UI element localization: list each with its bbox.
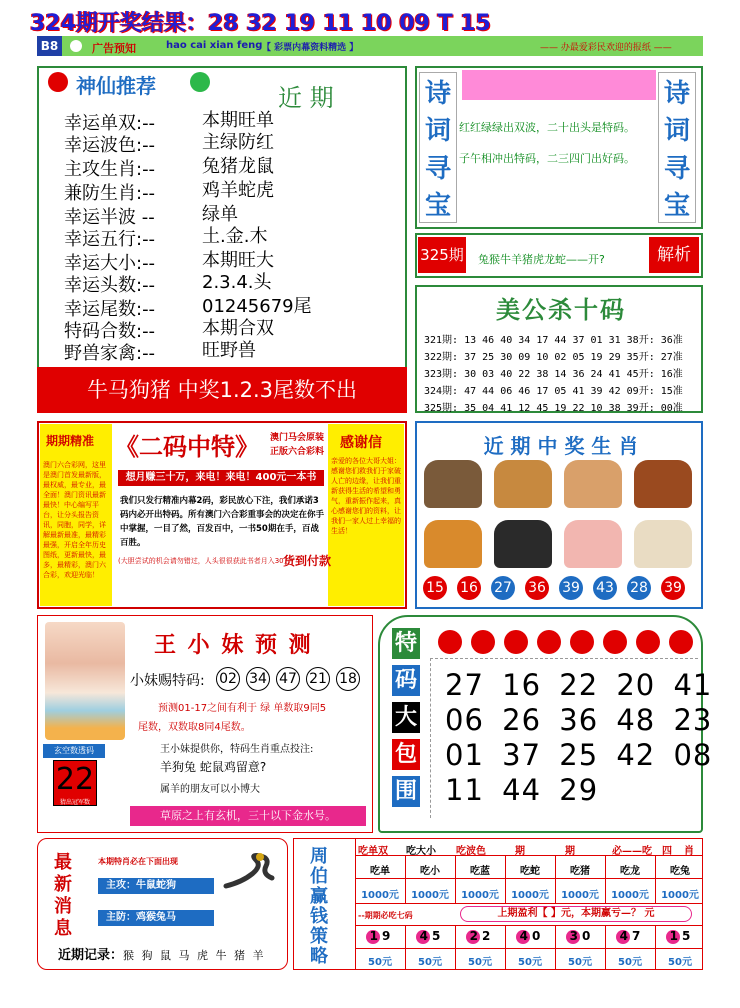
- strategy-header: 吃大小: [406, 846, 436, 857]
- ad-right-text: 亲爱的各位大哥大姐：感谢您们救我们于家破人亡的边缘，让我们重新获得生活的希望和勇气，重新振作起来，真心感谢您们的资料，让我们一家人过上幸福的生活！: [331, 457, 401, 535]
- news-record: 近期记录：猴 狗 鼠 马 虎 牛 猪 羊: [58, 948, 266, 963]
- strategy-num: 30: [569, 929, 595, 943]
- zodiac-ball: 28: [627, 576, 651, 600]
- wang-title: 王 小 妹 预 测: [154, 633, 313, 658]
- strategy-small-amount: 50元: [368, 957, 392, 968]
- animal-icon: [564, 520, 622, 568]
- zodiac-ball: 43: [593, 576, 617, 600]
- strategy-bet: 吃兔: [670, 866, 690, 877]
- tema-char: 包: [392, 739, 420, 770]
- record-label: 近期记录: [58, 948, 111, 963]
- poem-char: 寻: [424, 153, 451, 184]
- grid-line: [355, 878, 703, 879]
- explain-button[interactable]: 解析: [649, 237, 699, 273]
- kill-row: 322期: 37 25 30 09 10 02 05 19 29 35开: 27准: [424, 352, 683, 363]
- poem-char: 词: [424, 116, 451, 147]
- red-ball-icon: [537, 630, 561, 654]
- shenxian-row: [64, 225, 155, 251]
- animal-icon: [494, 460, 552, 508]
- strategy-bet: 吃龙: [620, 866, 640, 877]
- shenxian-row: [64, 271, 155, 297]
- strategy-note-right: 上期盈利【 】元，本期赢亏—？ 元: [460, 906, 692, 922]
- poem-char: 宝: [424, 190, 451, 221]
- strategy-title-char: 周: [310, 846, 328, 867]
- strategy-bet: 吃蛇: [520, 866, 540, 877]
- animal-icon: [634, 460, 692, 508]
- strip-right: —— 办最爱彩民欢迎的报纸 ——: [540, 43, 672, 53]
- strategy-small-amount: 50元: [568, 957, 592, 968]
- lucky-number: 21: [306, 667, 330, 691]
- poem-char: 寻: [663, 153, 690, 184]
- strategy-note-left: --期期必吃七码: [358, 911, 413, 920]
- strategy-header: 四: [662, 846, 672, 857]
- kill-row: 324期: 47 44 06 46 17 05 41 39 42 09开: 15准: [424, 386, 683, 397]
- animal-icon: [424, 460, 482, 508]
- strategy-bet: 吃蓝: [470, 866, 490, 877]
- strategy-bet: 吃猪: [570, 866, 590, 877]
- tema-row: 06 26 36 48 23: [445, 703, 713, 737]
- tema-char: 大: [392, 702, 420, 733]
- poem-side-right: [658, 72, 696, 223]
- row-value: 兔猪龙鼠: [202, 156, 274, 177]
- news-defend: 主防：鸡猴兔马: [98, 910, 214, 926]
- row-value: 本期旺大: [202, 250, 274, 271]
- shenxian-row: [64, 131, 155, 157]
- kill-row: 323期: 30 03 40 22 38 14 36 24 41 45开: 16准: [424, 369, 683, 380]
- kill-row: 325期: 35 04 41 12 45 19 22 10 38 39开: 00准: [424, 403, 683, 414]
- row-label: 兼防生肖:--: [64, 183, 156, 204]
- grid-line: [355, 903, 703, 904]
- news-attack: 主攻：牛鼠蛇狗: [98, 878, 214, 894]
- strategy-amount: 1000元: [511, 890, 549, 901]
- period-badge: 325期: [418, 237, 466, 273]
- strategy-num: 19: [369, 929, 395, 943]
- row-value: 2.3.4.头: [202, 272, 272, 293]
- ad-note-2: 正版六合彩料: [270, 447, 325, 457]
- shenxian-row: [64, 155, 155, 181]
- strategy-header: 期: [515, 846, 525, 857]
- pink-bar: [462, 70, 656, 100]
- xuan-foot: 猜出冠军数: [59, 799, 90, 806]
- grid-line: [355, 925, 703, 926]
- tema-char: 码: [392, 665, 420, 696]
- grid-line: [355, 948, 703, 949]
- kill-title: 美公杀十码: [496, 296, 626, 324]
- lucky-number: 34: [246, 667, 270, 691]
- page-title: 324期开奖结果：28 32 19 11 10 09 T 15: [30, 11, 491, 36]
- red-ball-icon: [471, 630, 495, 654]
- strip-sub: 【 彩票内幕资料精选 】: [262, 43, 359, 53]
- red-dot-icon: [48, 72, 68, 92]
- ad-right-title: 感谢信: [340, 435, 382, 451]
- row-label: 幸运半波 --: [64, 207, 155, 228]
- news-title-char: 最: [54, 852, 72, 873]
- wang-lucky-label: 小妹赐特码:: [130, 673, 205, 689]
- strategy-amount: 1000元: [561, 890, 599, 901]
- ad-left-text: 澳门六合彩网，这里是澳门首发最新版，最权威，最专业，最全面！澳门资讯最新最快！中心编写平台，让分头报告资讯，同胞，同学，详解最新最准，最精彩最强，开启全年历史图纸，更新最快，最多，最精彩，澳门六合彩，欢迎光临！: [43, 461, 106, 579]
- kill-row: 321期: 13 46 40 34 17 44 37 01 31 38开: 36准: [424, 335, 683, 346]
- strategy-amount: 1000元: [411, 890, 449, 901]
- zodiac-ball: 36: [525, 576, 549, 600]
- strategy-number: [511, 929, 549, 943]
- ad-left-title: 期期精准: [46, 434, 95, 448]
- poem-line-2: 子午相冲出特码，二三四门出好码。: [459, 152, 635, 165]
- lucky-number: 18: [336, 667, 360, 691]
- row-value: 土.金.木: [202, 226, 268, 247]
- strategy-number: [411, 929, 449, 943]
- strategy-amount: 1000元: [661, 890, 699, 901]
- strategy-num: 15: [669, 929, 695, 943]
- zodiac-title: 近 期 中 奖 生 肖: [483, 434, 639, 458]
- row-label: 幸运大小:--: [64, 253, 156, 274]
- strategy-small-amount: 50元: [468, 957, 492, 968]
- poem-side-left: [419, 72, 457, 223]
- page-badge: B8: [37, 36, 62, 56]
- tema-row: 01 37 25 42 08: [445, 738, 713, 772]
- zodiac-ball: 15: [423, 576, 447, 600]
- strategy-num: 45: [419, 929, 445, 943]
- strategy-num: 22: [469, 929, 495, 943]
- grid-line: [355, 838, 356, 970]
- dot-icon: [70, 40, 82, 52]
- poem-char: 词: [663, 116, 690, 147]
- shenxian-row: [64, 179, 155, 205]
- snake-icon: [222, 852, 276, 892]
- news-title-char: 息: [54, 918, 72, 939]
- tema-char: 特: [392, 628, 420, 659]
- red-ball-icon: [504, 630, 528, 654]
- animal-icon: [634, 520, 692, 568]
- lucky-number: 02: [216, 667, 240, 691]
- row-value: 01245679尾: [202, 296, 312, 317]
- zodiac-ball: 27: [491, 576, 515, 600]
- poem-char: 诗: [663, 79, 690, 110]
- wang-friend: 属羊的朋友可以小博大: [160, 784, 260, 795]
- strategy-num: 47: [619, 929, 645, 943]
- tema-char: 围: [392, 776, 420, 807]
- poem-line-1: 红红绿绿出双波，二十出头是特码。: [459, 121, 635, 134]
- row-label: 幸运五行:--: [64, 229, 156, 250]
- recent-label: 近 期: [278, 84, 334, 112]
- ad-note-1: 澳门马会原装: [270, 433, 325, 443]
- row-value: 旺野兽: [202, 340, 256, 361]
- strategy-header: 期: [565, 846, 575, 857]
- row-value: 鸡羊蛇虎: [202, 180, 274, 201]
- wang-zodiac-question: 羊狗兔 蛇鼠鸡留意?: [160, 760, 267, 774]
- girl-photo: [45, 622, 125, 740]
- red-ball-icon: [636, 630, 660, 654]
- strategy-number: [661, 929, 699, 943]
- poem-char: 宝: [663, 190, 690, 221]
- red-ball-icon: [669, 630, 693, 654]
- poem-char: 诗: [424, 79, 451, 110]
- red-ball-icon: [438, 630, 462, 654]
- strategy-header: 肖: [684, 846, 694, 857]
- strategy-bet: 吃单: [370, 866, 390, 877]
- strategy-number: [461, 929, 499, 943]
- xuan-num: 22: [55, 762, 95, 797]
- strategy-number: [611, 929, 649, 943]
- row-label: 野兽家禽:--: [64, 343, 156, 364]
- strategy-amount: 1000元: [611, 890, 649, 901]
- red-ball-icon: [570, 630, 594, 654]
- ad-footnote: (大胆尝试的机会请勿错过，人头很很获此书者月入30万): [118, 557, 294, 565]
- row-label: 特码合数:--: [64, 321, 156, 342]
- strategy-header: 吃波色: [456, 846, 486, 857]
- zodiac-ball: 39: [661, 576, 685, 600]
- row-value: 本期旺单: [202, 110, 274, 131]
- row-value: 本期合双: [202, 318, 274, 339]
- strategy-amount: 1000元: [361, 890, 399, 901]
- zodiac-ball: 16: [457, 576, 481, 600]
- red-ball-icon: [603, 630, 627, 654]
- strategy-title-char: 策: [310, 926, 328, 947]
- green-dot-icon: [190, 72, 210, 92]
- wang-predict-1: 预测01-17之间有利于 绿 单数取9同5: [158, 703, 327, 714]
- row-value: 绿单: [202, 204, 238, 225]
- row-label: 主攻生肖:--: [64, 159, 156, 180]
- news-title-char: 新: [54, 874, 72, 895]
- xuan-number: [53, 760, 97, 806]
- ad-slogan: 想月赚三十万，来电！来电！400元一本书: [118, 470, 324, 486]
- strategy-small-amount: 50元: [418, 957, 442, 968]
- strategy-title-char: 伯: [310, 866, 328, 887]
- animal-icon: [564, 460, 622, 508]
- tema-row: 27 16 22 20 41: [445, 668, 713, 702]
- news-head: 本期特肖必在下面出现: [98, 857, 178, 866]
- row-label: 幸运头数:--: [64, 275, 156, 296]
- animal-icon: [494, 520, 552, 568]
- strategy-title-char: 略: [310, 946, 328, 967]
- row-label: 幸运单双:--: [64, 113, 156, 134]
- shenxian-row: [64, 339, 155, 365]
- row-label: 幸运波色:--: [64, 135, 156, 156]
- animal-icon: [424, 520, 482, 568]
- strategy-small-amount: 50元: [618, 957, 642, 968]
- strategy-small-amount: 50元: [518, 957, 542, 968]
- xuan-label: 玄空数透码: [43, 744, 105, 758]
- wang-tip: 王小妹提供你，特码生肖重点投注:: [160, 744, 314, 755]
- ad-pay: 货到付款: [283, 554, 332, 568]
- strategy-title-char: 钱: [310, 906, 328, 927]
- strategy-number: [361, 929, 399, 943]
- riddle-text: 兔猴牛羊猪虎龙蛇——开?: [478, 253, 605, 266]
- tema-row: 11 44 29: [445, 773, 599, 807]
- lucky-number: 47: [276, 667, 300, 691]
- strategy-header: 吃单双: [358, 846, 388, 857]
- shenxian-title: 神仙推荐: [76, 74, 156, 98]
- strip-pinyin: hao cai xian feng: [166, 40, 263, 51]
- strategy-title-char: 赢: [310, 886, 328, 907]
- strategy-bet: 吃小: [420, 866, 440, 877]
- ad-main-title: 《二码中特》: [115, 433, 259, 461]
- strategy-header: 必——吃: [612, 846, 652, 857]
- news-title-char: 消: [54, 896, 72, 917]
- wang-bottom-slogan: 草原之上有玄机，三十以下金水号。: [130, 806, 366, 826]
- row-value: 主绿防红: [202, 132, 274, 153]
- wang-predict-2: 尾数，双数取8同4尾数。: [138, 722, 251, 733]
- record-value: 猴 狗 鼠 马 虎 牛 猪 羊: [123, 949, 266, 962]
- zodiac-ball: 39: [559, 576, 583, 600]
- strip-label: 广告预知: [92, 42, 136, 55]
- strategy-amount: 1000元: [461, 890, 499, 901]
- strategy-num: 40: [519, 929, 545, 943]
- strategy-number: [561, 929, 599, 943]
- ad-desc: 我们只发行精准内幕2码，彩民放心下注，我们承诺3码内必开出特码。所有澳门六合彩重事会的决定在你手中掌握，一目了然，百发百中，一书50期在手，百战百胜。: [120, 496, 325, 548]
- strategy-small-amount: 50元: [668, 957, 692, 968]
- shenxian-banner: 牛马狗猪 中奖1.2.3尾数不出: [37, 367, 407, 413]
- row-label: 幸运尾数:--: [64, 299, 156, 320]
